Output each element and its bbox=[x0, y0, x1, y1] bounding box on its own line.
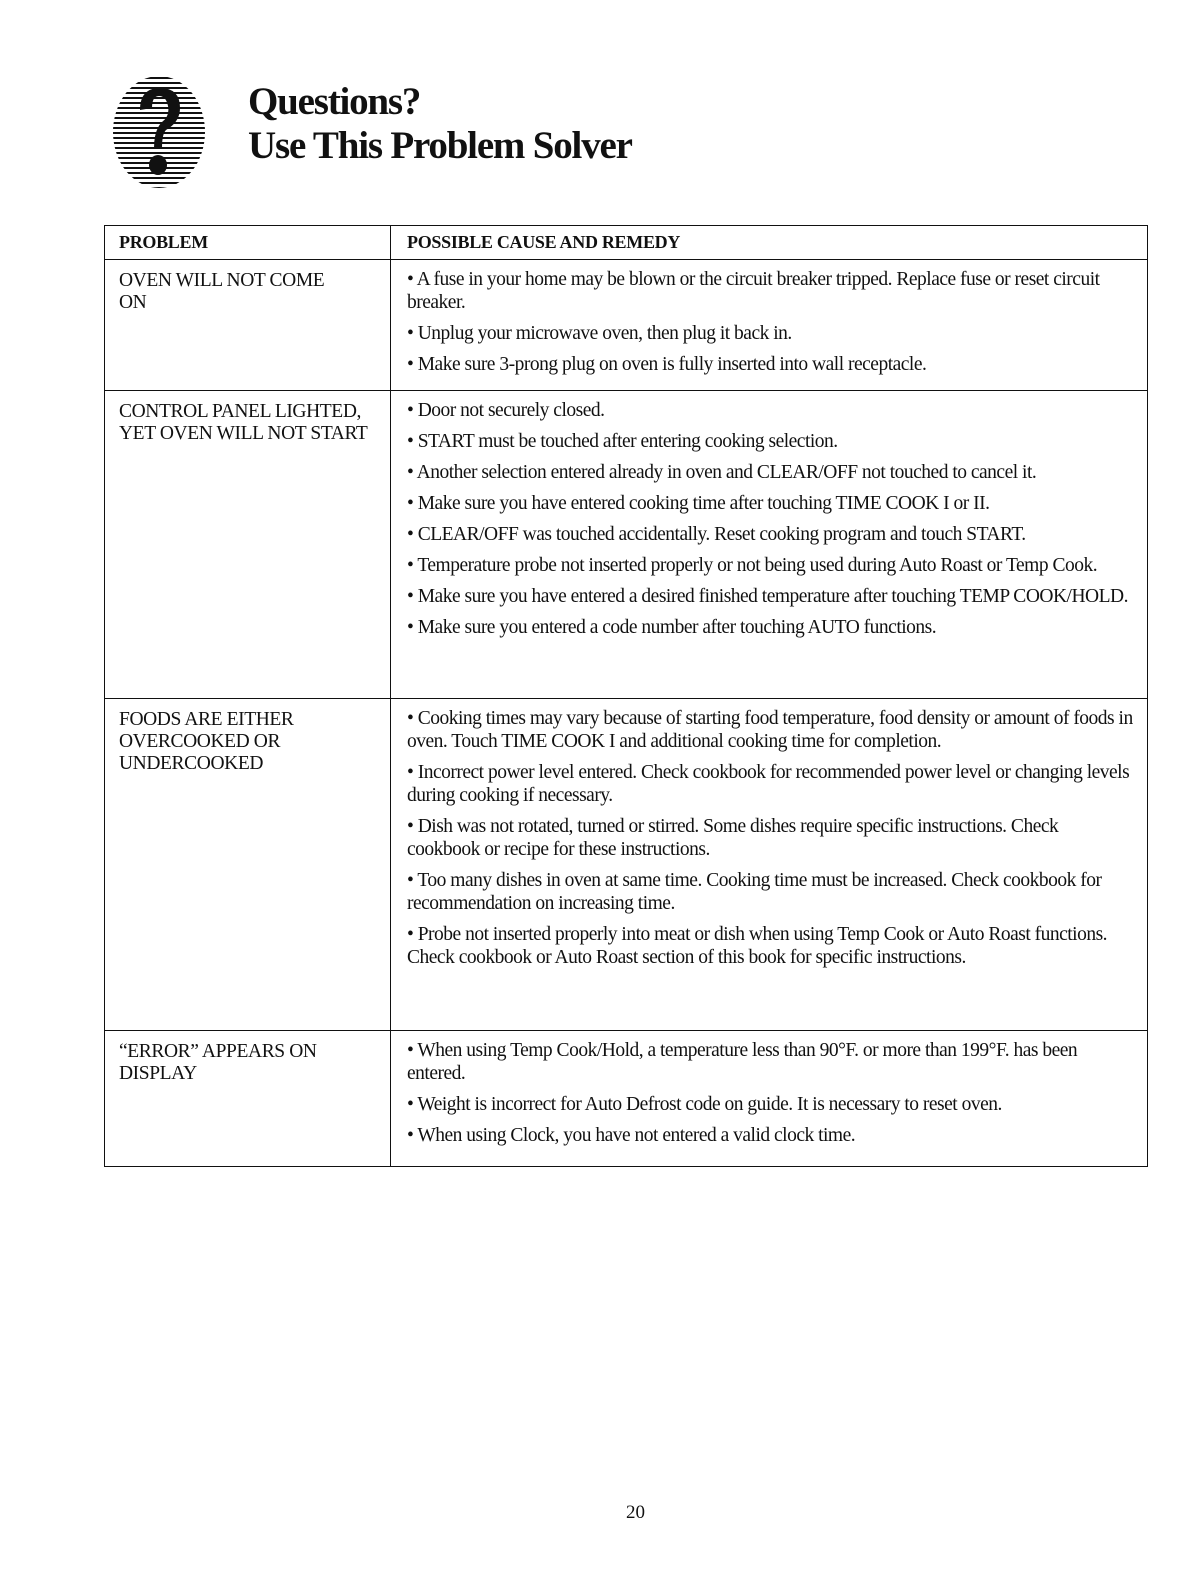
remedy-item: • Too many dishes in oven at same time. Cooking time must be increased. Check cookbook for recommendation on increasing time. bbox=[407, 870, 1102, 914]
remedy-item: • When using Temp Cook/Hold, a temperature less than 90°F. or more than 199°F. has been entered. bbox=[407, 1040, 1078, 1084]
remedy-item: • CLEAR/OFF was touched accidentally. Reset cooking program and touch START. bbox=[407, 524, 1026, 545]
remedy-cell bbox=[391, 1031, 1148, 1167]
remedy-item: • Another selection entered already in oven and CLEAR/OFF not touched to cancel it. bbox=[407, 462, 1037, 483]
table-row bbox=[105, 699, 1148, 1031]
remedy-item: • Unplug your microwave oven, then plug it back in. bbox=[407, 323, 792, 344]
table-row bbox=[105, 260, 1148, 391]
page-number: 20 bbox=[626, 1502, 645, 1523]
title-line-2: Use This Problem Solver bbox=[248, 124, 632, 167]
problem-cell: “ERROR” APPEARS ON DISPLAY bbox=[105, 1031, 391, 1167]
remedy-item: • START must be touched after entering cooking selection. bbox=[407, 431, 838, 452]
remedy-cell bbox=[391, 260, 1148, 391]
remedy-item: • Dish was not rotated, turned or stirred. Some dishes require specific instructions. Check cookbook or recipe for these instructions. bbox=[407, 816, 1059, 860]
remedy-item: • Make sure you entered a code number after touching AUTO functions. bbox=[407, 617, 937, 638]
remedy-item: • Incorrect power level entered. Check cookbook for recommended power level or changing levels during cooking if necessary. bbox=[407, 762, 1130, 806]
remedy-item: • A fuse in your home may be blown or the circuit breaker tripped. Replace fuse or reset circuit breaker. bbox=[407, 269, 1100, 313]
remedy-item: • Temperature probe not inserted properly or not being used during Auto Roast or Temp Cook. bbox=[407, 555, 1098, 576]
table-header-row bbox=[105, 226, 1148, 260]
table-row bbox=[105, 1031, 1148, 1167]
question-mark-icon bbox=[110, 72, 208, 192]
remedy-cell bbox=[391, 391, 1148, 699]
remedy-item: • When using Clock, you have not entered a valid clock time. bbox=[407, 1125, 856, 1146]
remedy-item: • Cooking times may vary because of starting food temperature, food density or amount of foods in oven. Touch TIME COOK I and additional cooking time for completion. bbox=[407, 708, 1133, 752]
remedy-item: • Weight is incorrect for Auto Defrost code on guide. It is necessary to reset oven. bbox=[407, 1094, 1002, 1115]
problem-cell: CONTROL PANEL LIGHTED, YET OVEN WILL NOT START bbox=[105, 391, 391, 699]
page-title bbox=[248, 80, 632, 168]
problem-solver-table bbox=[104, 225, 1148, 1167]
header-problem: PROBLEM bbox=[105, 226, 391, 260]
title-line-1: Questions? bbox=[248, 80, 421, 123]
remedy-item: • Make sure 3-prong plug on oven is fully inserted into wall receptacle. bbox=[407, 354, 927, 375]
problem-cell: FOODS ARE EITHER OVERCOOKED OR UNDERCOOKED bbox=[105, 699, 391, 1031]
remedy-item: • Make sure you have entered cooking time after touching TIME COOK I or II. bbox=[407, 493, 990, 514]
remedy-item: • Probe not inserted properly into meat or dish when using Temp Cook or Auto Roast functions. Check cookbook or Auto Roast section of this book for specific instructions. bbox=[407, 924, 1108, 968]
header-remedy: POSSIBLE CAUSE AND REMEDY bbox=[391, 226, 1148, 260]
remedy-item: • Make sure you have entered a desired finished temperature after touching TEMP COOK/HOLD. bbox=[407, 586, 1129, 607]
problem-cell: OVEN WILL NOT COME ON bbox=[105, 260, 391, 391]
remedy-cell bbox=[391, 699, 1148, 1031]
table-row bbox=[105, 391, 1148, 699]
remedy-item: • Door not securely closed. bbox=[407, 400, 605, 421]
